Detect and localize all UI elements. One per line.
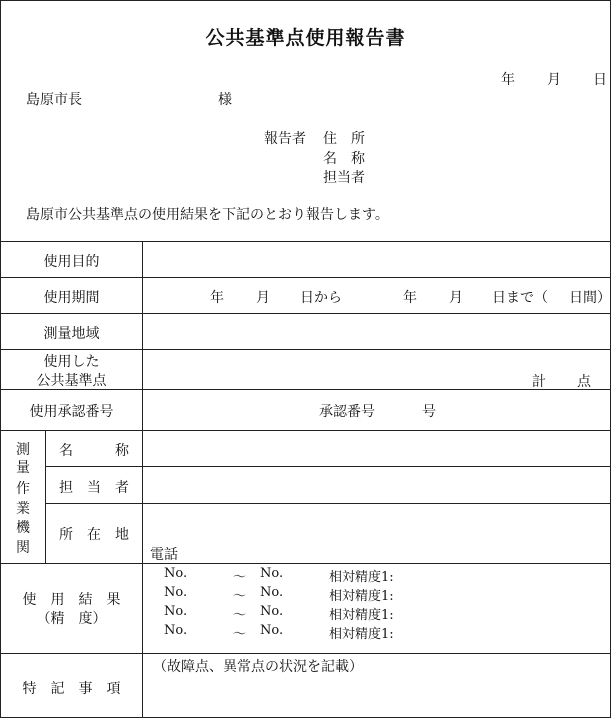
- row-rule: [1, 277, 610, 278]
- org-label-char: 関: [16, 540, 30, 556]
- row-rule: [1, 430, 610, 431]
- addressee-honorific: 様: [218, 92, 232, 108]
- period-to-month: 月: [449, 290, 463, 306]
- result-precision: 相対精度1:: [329, 589, 394, 604]
- area-label: 測量地域: [43, 326, 100, 342]
- remarks-hint: （故障点、異常点の状況を記載）: [153, 659, 363, 675]
- addressee: 島原市長: [26, 92, 82, 108]
- result-no-to: No.: [260, 623, 284, 638]
- result-tilde: ～: [233, 608, 247, 623]
- period-from-month: 月: [256, 290, 270, 306]
- date-month-label: 月: [547, 72, 561, 88]
- result-tilde: ～: [233, 627, 247, 642]
- org-person-label: 担 当 者: [59, 480, 129, 496]
- result-label: 使 用 結 果: [22, 592, 121, 608]
- result-no-from: No.: [164, 604, 188, 619]
- result-sub-label: （精 度）: [36, 611, 107, 627]
- result-tilde: ～: [233, 570, 247, 585]
- points-unit-label: 点: [577, 374, 591, 390]
- reporter-name-label: 名 称: [323, 151, 365, 167]
- org-sub-rule: [45, 503, 610, 504]
- purpose-label: 使用目的: [43, 254, 100, 270]
- date-day-label: 日: [593, 72, 607, 88]
- org-name-label: 名 称: [59, 443, 129, 459]
- approval-number-label: 承認番号: [319, 404, 375, 420]
- result-precision: 相対精度1:: [329, 570, 394, 585]
- date-year-label: 年: [501, 72, 515, 88]
- points-total-label: 計: [532, 374, 546, 390]
- phone-label: 電話: [150, 547, 178, 563]
- org-address-label: 所 在 地: [59, 527, 129, 543]
- result-no-to: No.: [260, 604, 284, 619]
- reporter-address-label: 住 所: [323, 131, 365, 147]
- org-label-char: 機: [16, 520, 30, 536]
- approval-label: 使用承認番号: [29, 404, 114, 420]
- org-label-column-rule: [45, 430, 46, 563]
- result-no-to: No.: [260, 566, 284, 581]
- result-no-to: No.: [260, 585, 284, 600]
- result-tilde: ～: [233, 589, 247, 604]
- period-to-day: 日まで（: [492, 290, 548, 306]
- org-label-char: 作: [16, 481, 30, 497]
- points-label-line2: 公共基準点: [36, 373, 107, 389]
- period-from-day: 日から: [300, 290, 342, 306]
- org-sub-rule: [45, 466, 610, 467]
- row-rule: [1, 563, 610, 564]
- table-top-rule: [1, 241, 610, 242]
- result-precision: 相対精度1:: [329, 608, 394, 623]
- row-rule: [1, 653, 610, 654]
- period-from-year: 年: [210, 290, 224, 306]
- intro-text: 島原市公共基準点の使用結果を下記のとおり報告します。: [26, 207, 389, 223]
- period-days: 日間）: [569, 290, 611, 306]
- period-to-year: 年: [403, 290, 417, 306]
- row-rule: [1, 349, 610, 350]
- document-title: 公共基準点使用報告書: [205, 27, 406, 49]
- org-label-char: 測: [16, 442, 30, 458]
- reporter-label: 報告者: [264, 131, 306, 147]
- remarks-label: 特 記 事 項: [22, 681, 121, 697]
- period-label: 使用期間: [43, 290, 100, 306]
- approval-unit-label: 号: [422, 404, 436, 420]
- reporter-person-label: 担当者: [323, 170, 365, 186]
- result-no-from: No.: [164, 585, 188, 600]
- result-no-from: No.: [164, 566, 188, 581]
- result-precision: 相対精度1:: [329, 627, 394, 642]
- result-no-from: No.: [164, 623, 188, 638]
- row-rule: [1, 313, 610, 314]
- org-label-char: 業: [16, 501, 30, 517]
- org-label-char: 量: [16, 460, 30, 476]
- points-label-line1: 使用した: [43, 354, 100, 370]
